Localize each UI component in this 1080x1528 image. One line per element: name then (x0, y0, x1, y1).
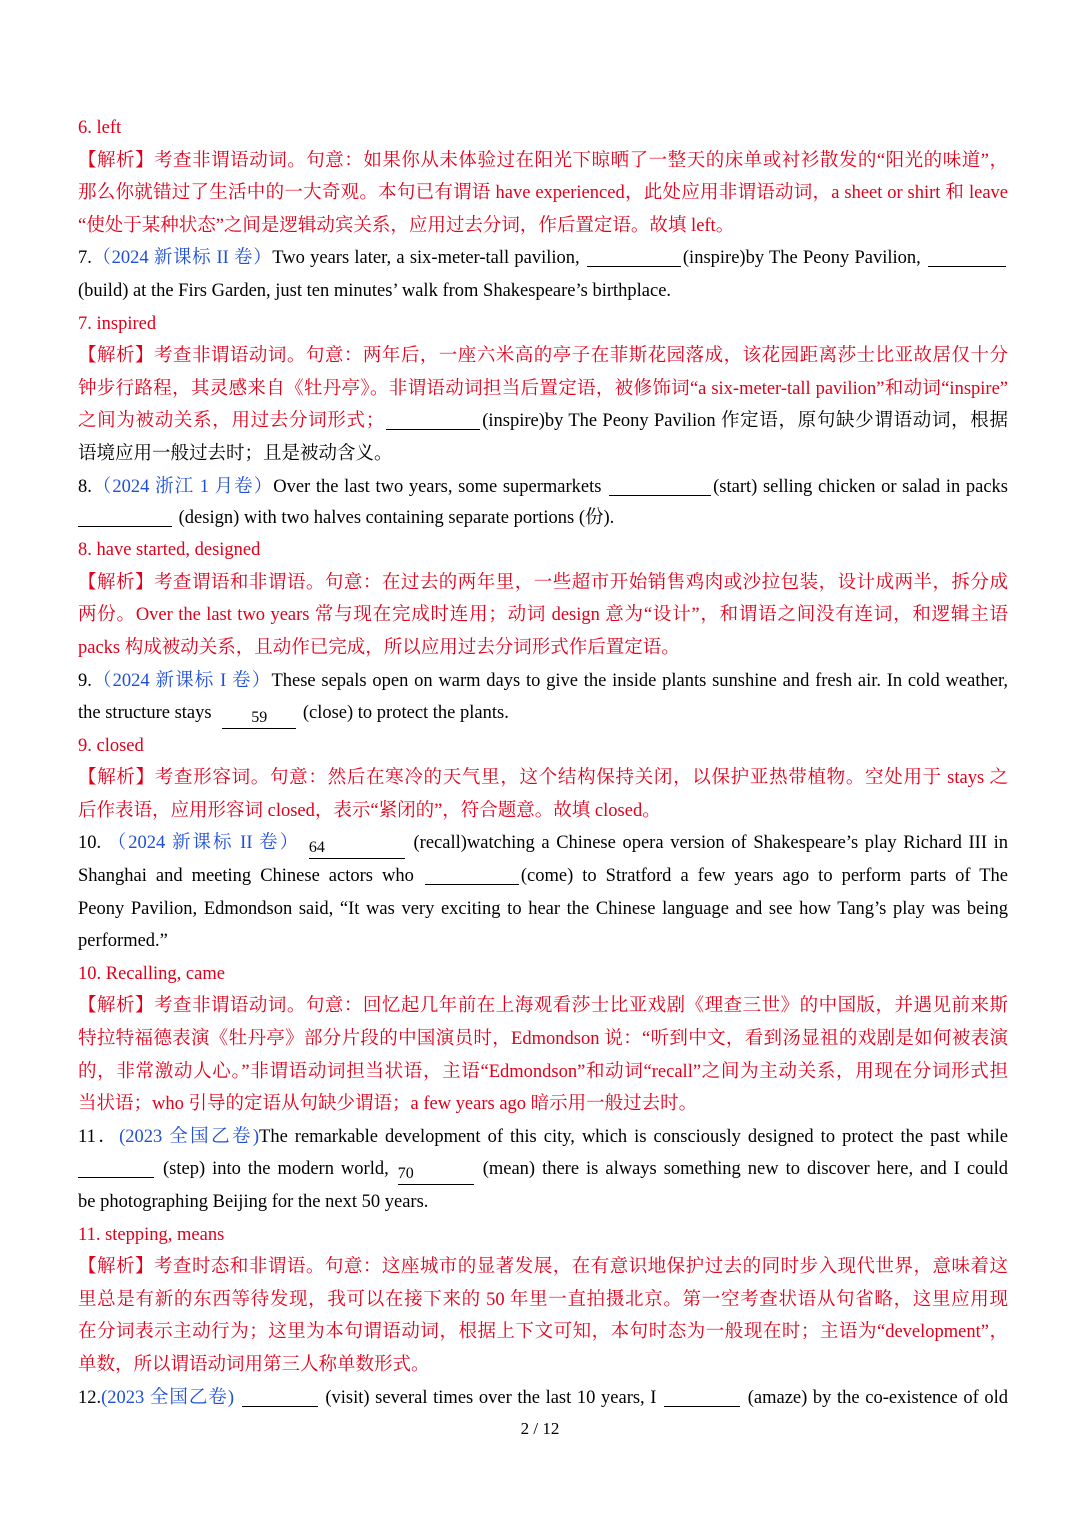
analysis-11-line-2: 里总是有新的东西等待发现，我可以在接下来的 50 年里一直拍摄北京。第一空考查状语从句省略，这里应用现 (78, 1289, 1008, 1310)
analysis-tag: 【解析】 (78, 1257, 154, 1278)
analysis-tag: 【解析】 (78, 768, 155, 789)
blank (609, 475, 711, 496)
analysis-7-line-3: 之间为被动关系，用过去分词形式； (inspire)by The Peony Pavilion 作定语，原句缺少谓语动词，根据 (78, 411, 1008, 432)
blank (425, 864, 519, 885)
answer-11: 11. stepping, means (78, 1224, 225, 1245)
analysis-7-line-1: 【解析】考查非谓语动词。句意：两年后，一座六米高的亭子在菲斯花园落成，该花园距离莎士比亚故居仅十分 (78, 346, 1008, 367)
analysis-8-line-2: 两份。Over the last two years 常与现在完成时连用；动词 design 意为“设计”，和谓语之间没有连词，和逻辑主语 (78, 605, 1008, 626)
analysis-11-line-4: 单数，所以谓语动词用第三人称单数形式。 (78, 1354, 430, 1375)
question-12-line-1: 12.(2023 全国乙卷) (visit) several times over the last 10 years, I (amaze) by the co-existence of old (78, 1387, 1008, 1408)
analysis-11-line-3: 在分词表示主动行为；这里为本句谓语动词，根据上下文可知，本句时态为一般现在时；主语为“development”， (78, 1322, 1008, 1343)
blank (78, 506, 172, 527)
blank (587, 246, 681, 267)
analysis-10-line-3: 的，非常激动人心。”非谓语动词担当状语，主语“Edmondson”和动词“recall”之间为主动关系，用现在分词形式担 (78, 1061, 1008, 1082)
analysis-tag: 【解析】 (78, 346, 154, 367)
answer-6: 6. left (78, 118, 122, 138)
analysis-tag: 【解析】 (78, 572, 154, 593)
question-source: （2024 新课标 II 卷） (107, 833, 301, 854)
question-source: （2024 新课标 II 卷） (91, 248, 273, 269)
question-11-line-2: (step) into the modern world, 70 (mean) there is always something new to discover here, and I could (78, 1153, 1008, 1186)
question-10-line-4: performed.” (78, 931, 168, 952)
analysis-9-line-1: 【解析】考查形容词。句意：然后在寒冷的天气里，这个结构保持关闭，以保护亚热带植物。空处用于 stays 之 (78, 768, 1008, 789)
blank-number: 70 (398, 1164, 474, 1185)
question-source: （2024 浙江 1 月卷） (91, 476, 274, 497)
answer-9: 9. closed (78, 735, 144, 756)
question-10-line-2: Shanghai and meeting Chinese actors who (come) to Stratford a few years ago to perform parts of The (78, 866, 1009, 887)
question-7-line-1: 7.（2024 新课标 II 卷）Two years later, a six-meter-tall pavilion, (inspire)by The Peony Pavilion, (78, 242, 1008, 275)
question-8-line-1: 8.（2024 浙江 1 月卷）Over the last two years, some supermarkets (start) selling chicken or salad in packs (78, 476, 1008, 497)
blank (664, 1386, 740, 1407)
analysis-9-line-2: 后作表语，应用形容词 closed，表示“紧闭的”，符合题意。故填 closed。 (78, 800, 661, 821)
answer-10: 10. Recalling, came (78, 963, 225, 984)
answer-8: 8. have started, designed (78, 540, 261, 561)
answer-7: 7. inspired (78, 313, 157, 334)
document-body (78, 112, 1008, 1414)
blank-number: 59 (222, 708, 296, 729)
analysis-10-line-4: 当状语；who 引导的定语从句缺少谓语；a few years ago 暗示用一般过去时。 (78, 1094, 698, 1115)
analysis-6-line-3: “使处于某种状态”之间是逻辑动宾关系，应用过去分词，作后置定语。故填 left。 (78, 215, 735, 236)
question-7-line-2: (build) at the Firs Garden, just ten minutes’ walk from Shakespeare’s birthplace. (78, 280, 672, 301)
page-number: 2 / 12 (520, 1419, 560, 1438)
analysis-7-line-2: 钟步行路程，其灵感来自《牡丹亭》。非谓语动词担当后置定语，被修饰词“a six-meter-tall pavilion”和动词“inspire” (78, 378, 1008, 399)
question-11-line-1: 11．(2023 全国乙卷)The remarkable development of this city, which is consciously designed to protect the past while (78, 1126, 1009, 1147)
question-8-line-2: (design) with two halves containing separate portions (份). (78, 503, 1008, 534)
analysis-6-line-1: 【解析】考查非谓语动词。句意：如果你从未体验过在阳光下晾晒了一整天的床单或衬衫散发的“阳光的味道”， (78, 150, 1008, 171)
question-9-line-2: the structure stays 59 (close) to protect the plants. (78, 697, 1008, 730)
question-source: (2023 全国乙卷) (101, 1387, 235, 1408)
blank (386, 409, 480, 430)
blank (928, 246, 1006, 267)
question-source: (2023 全国乙卷) (119, 1126, 260, 1147)
analysis-tag: 【解析】 (78, 996, 154, 1017)
analysis-8-line-1: 【解析】考查谓语和非谓语。句意：在过去的两年里，一些超市开始销售鸡肉或沙拉包装，设计成两半，拆分成 (78, 572, 1008, 593)
question-10-line-3: Peony Pavilion, Edmondson said, “It was very exciting to hear the Chinese language and see how Tang’s play was being (78, 898, 1008, 919)
analysis-10-line-1: 【解析】考查非谓语动词。句意：回忆起几年前在上海观看莎士比亚戏剧《理查三世》的中国版，并遇见前来斯 (78, 996, 1008, 1017)
analysis-10-line-2: 特拉特福德表演《牡丹亭》部分片段的中国演员时，Edmondson 说：“听到中文，看到汤显祖的戏剧是如何被表演 (78, 1029, 1008, 1050)
question-9-line-1: 9.（2024 新课标 I 卷）These sepals open on warm days to give the inside plants sunshine and fresh air. In cold weather, (78, 670, 1008, 691)
analysis-tag: 【解析】 (78, 150, 155, 171)
question-source: （2024 新课标 I 卷） (91, 670, 272, 691)
question-11-line-3: be photographing Beijing for the next 50 years. (78, 1192, 429, 1212)
blank (78, 1157, 154, 1178)
analysis-6-line-2: 那么你就错过了生活中的一大奇观。本句已有谓语 have experienced，此处应用非谓语动词，a sheet or shirt 和 leave (78, 183, 1008, 204)
analysis-8-line-3: packs 构成被动关系，且动作已完成，所以应用过去分词形式作后置定语。 (78, 637, 680, 658)
analysis-11-line-1: 【解析】考查时态和非谓语。句意：这座城市的显著发展，在有意识地保护过去的同时步入现代世界，意味着这 (78, 1257, 1008, 1278)
blank-number: 64 (309, 838, 405, 859)
blank (242, 1386, 318, 1407)
question-10-line-1: 10. （2024 新课标 II 卷） 64 (recall)watching a Chinese opera version of Shakespeare’s play Richard III in (78, 827, 1008, 860)
analysis-7-line-4: 语境应用一般过去时；且是被动含义。 (78, 443, 393, 464)
